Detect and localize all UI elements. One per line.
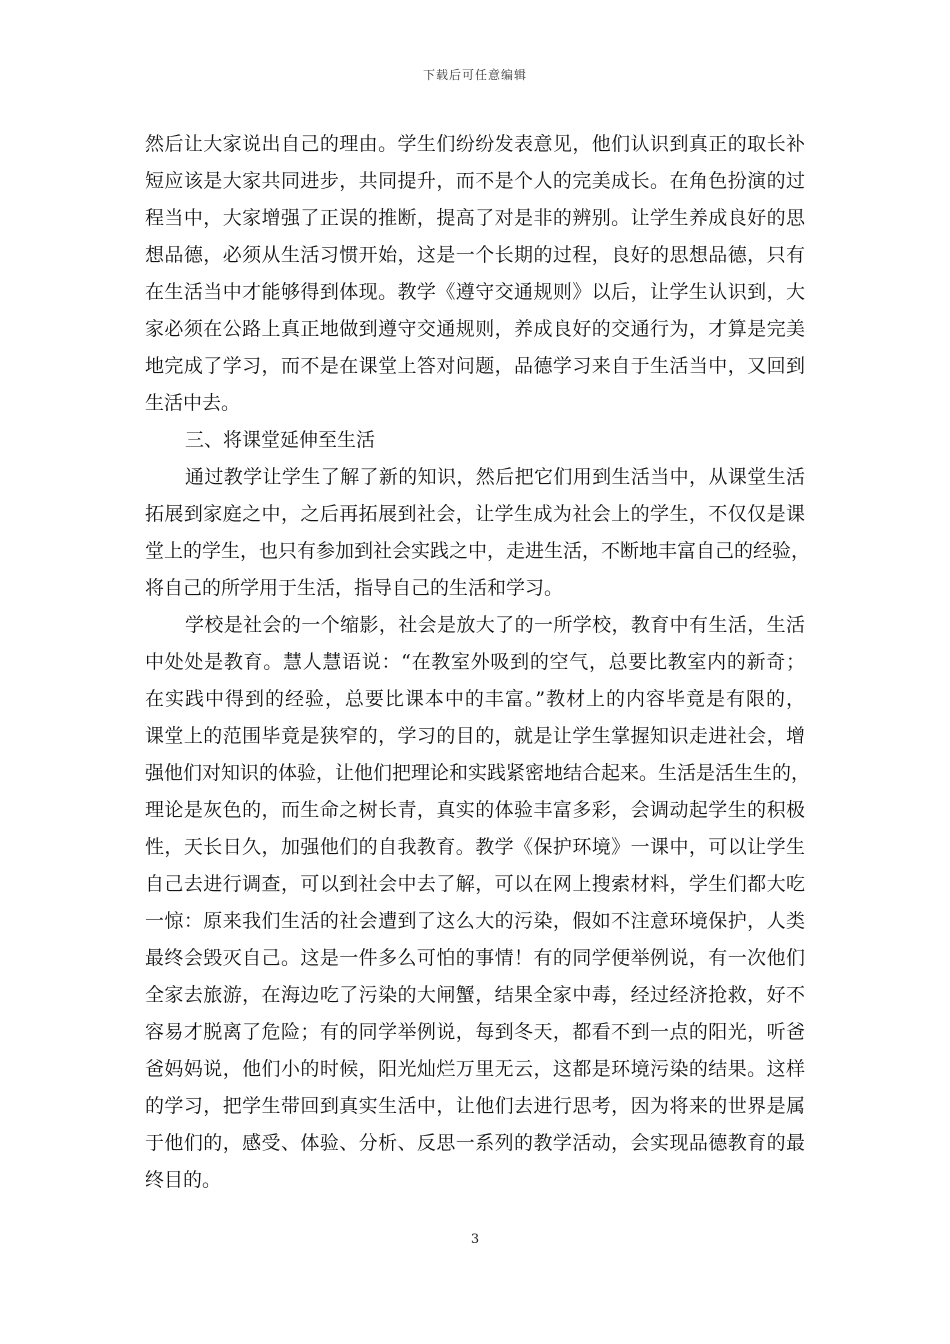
text-line: 堂上的学生，也只有参加到社会实践之中，走进生活，不断地丰富自己的经验， (145, 540, 811, 562)
text-line: 然后让大家说出自己的理由。学生们纷纷发表意见，他们认识到真正的取长补 (145, 133, 805, 155)
text-line: 理论是灰色的，而生命之树长青，真实的体验丰富多彩，会调动起学生的积极 (145, 799, 805, 821)
text-line: 于他们的，感受、体验、分析、反思一系列的教学活动，会实现品德教育的最 (145, 1132, 805, 1154)
text-line: 终目的。 (145, 1169, 222, 1191)
text-line: 想品德，必须从生活习惯开始，这是一个长期的过程，良好的思想品德，只有 (145, 244, 805, 266)
heading-text: 三、将课堂延伸至生活 (185, 429, 376, 451)
text-line: 中处处是教育。慧人慧语说：“在教室外吸到的空气，总要比教室内的新奇； (145, 651, 805, 673)
text-line: 在实践中得到的经验，总要比课本中的丰富。”教材上的内容毕竟是有限的， (145, 688, 805, 710)
text-line: 将自己的所学用于生活，指导自己的生活和学习。 (145, 577, 564, 599)
text-line: 短应该是大家共同进步，共同提升，而不是个人的完美成长。在角色扮演的过 (145, 170, 805, 192)
text-line: 学校是社会的一个缩影，社会是放大了的一所学校，教育中有生活，生活 (185, 614, 805, 636)
text-line: 强他们对知识的体验，让他们把理论和实践紧密地结合起来。生活是活生生的， (145, 762, 811, 784)
text-line: 通过教学让学生了解了新的知识，然后把它们用到生活当中，从课堂生活 (185, 466, 805, 488)
paragraph (145, 607, 811, 1199)
text-line: 性，天长日久，加强他们的自我教育。教学《保护环境》一课中，可以让学生 (145, 836, 805, 858)
text-line: 爸妈妈说，他们小的时候，阳光灿烂万里无云，这都是环境污染的结果。这样 (145, 1058, 805, 1080)
text-line: 自己去进行调查，可以到社会中去了解，可以在网上搜索材料，学生们都大吃 (145, 873, 805, 895)
paragraph (145, 126, 805, 422)
text-line: 拓展到家庭之中，之后再拓展到社会，让学生成为社会上的学生，不仅仅是课 (145, 503, 805, 525)
section-heading (145, 422, 805, 459)
text-line: 在生活当中才能够得到体现。教学《遵守交通规则》以后，让学生认识到，大 (145, 281, 805, 303)
text-line: 一惊：原来我们生活的社会遭到了这么大的污染，假如不注意环境保护，人类 (145, 910, 805, 932)
text-line: 地完成了学习，而不是在课堂上答对问题，品德学习来自于生活当中，又回到 (145, 355, 805, 377)
text-line: 容易才脱离了危险；有的同学举例说，每到冬天，都看不到一点的阳光，听爸 (145, 1021, 805, 1043)
text-line: 程当中，大家增强了正误的推断，提高了对是非的辨别。让学生养成良好的思 (145, 207, 805, 229)
text-line: 课堂上的范围毕竟是狭窄的，学习的目的，就是让学生掌握知识走进社会，增 (145, 725, 805, 747)
text-line: 全家去旅游，在海边吃了污染的大闸蟹，结果全家中毒，经过经济抢救，好不 (145, 984, 805, 1006)
page-number: 3 (470, 1232, 480, 1247)
text-line: 家必须在公路上真正地做到遵守交通规则，养成良好的交通行为，才算是完美 (145, 318, 805, 340)
page-header: 下载后可任意编辑 (422, 68, 527, 82)
text-line: 的学习，把学生带回到真实生活中，让他们去进行思考，因为将来的世界是属 (145, 1095, 805, 1117)
paragraph (145, 459, 811, 607)
text-line: 生活中去。 (145, 392, 241, 414)
text-line: 最终会毁灭自己。这是一件多么可怕的事情！有的同学便举例说，有一次他们 (145, 947, 805, 969)
document-body (145, 126, 811, 1199)
